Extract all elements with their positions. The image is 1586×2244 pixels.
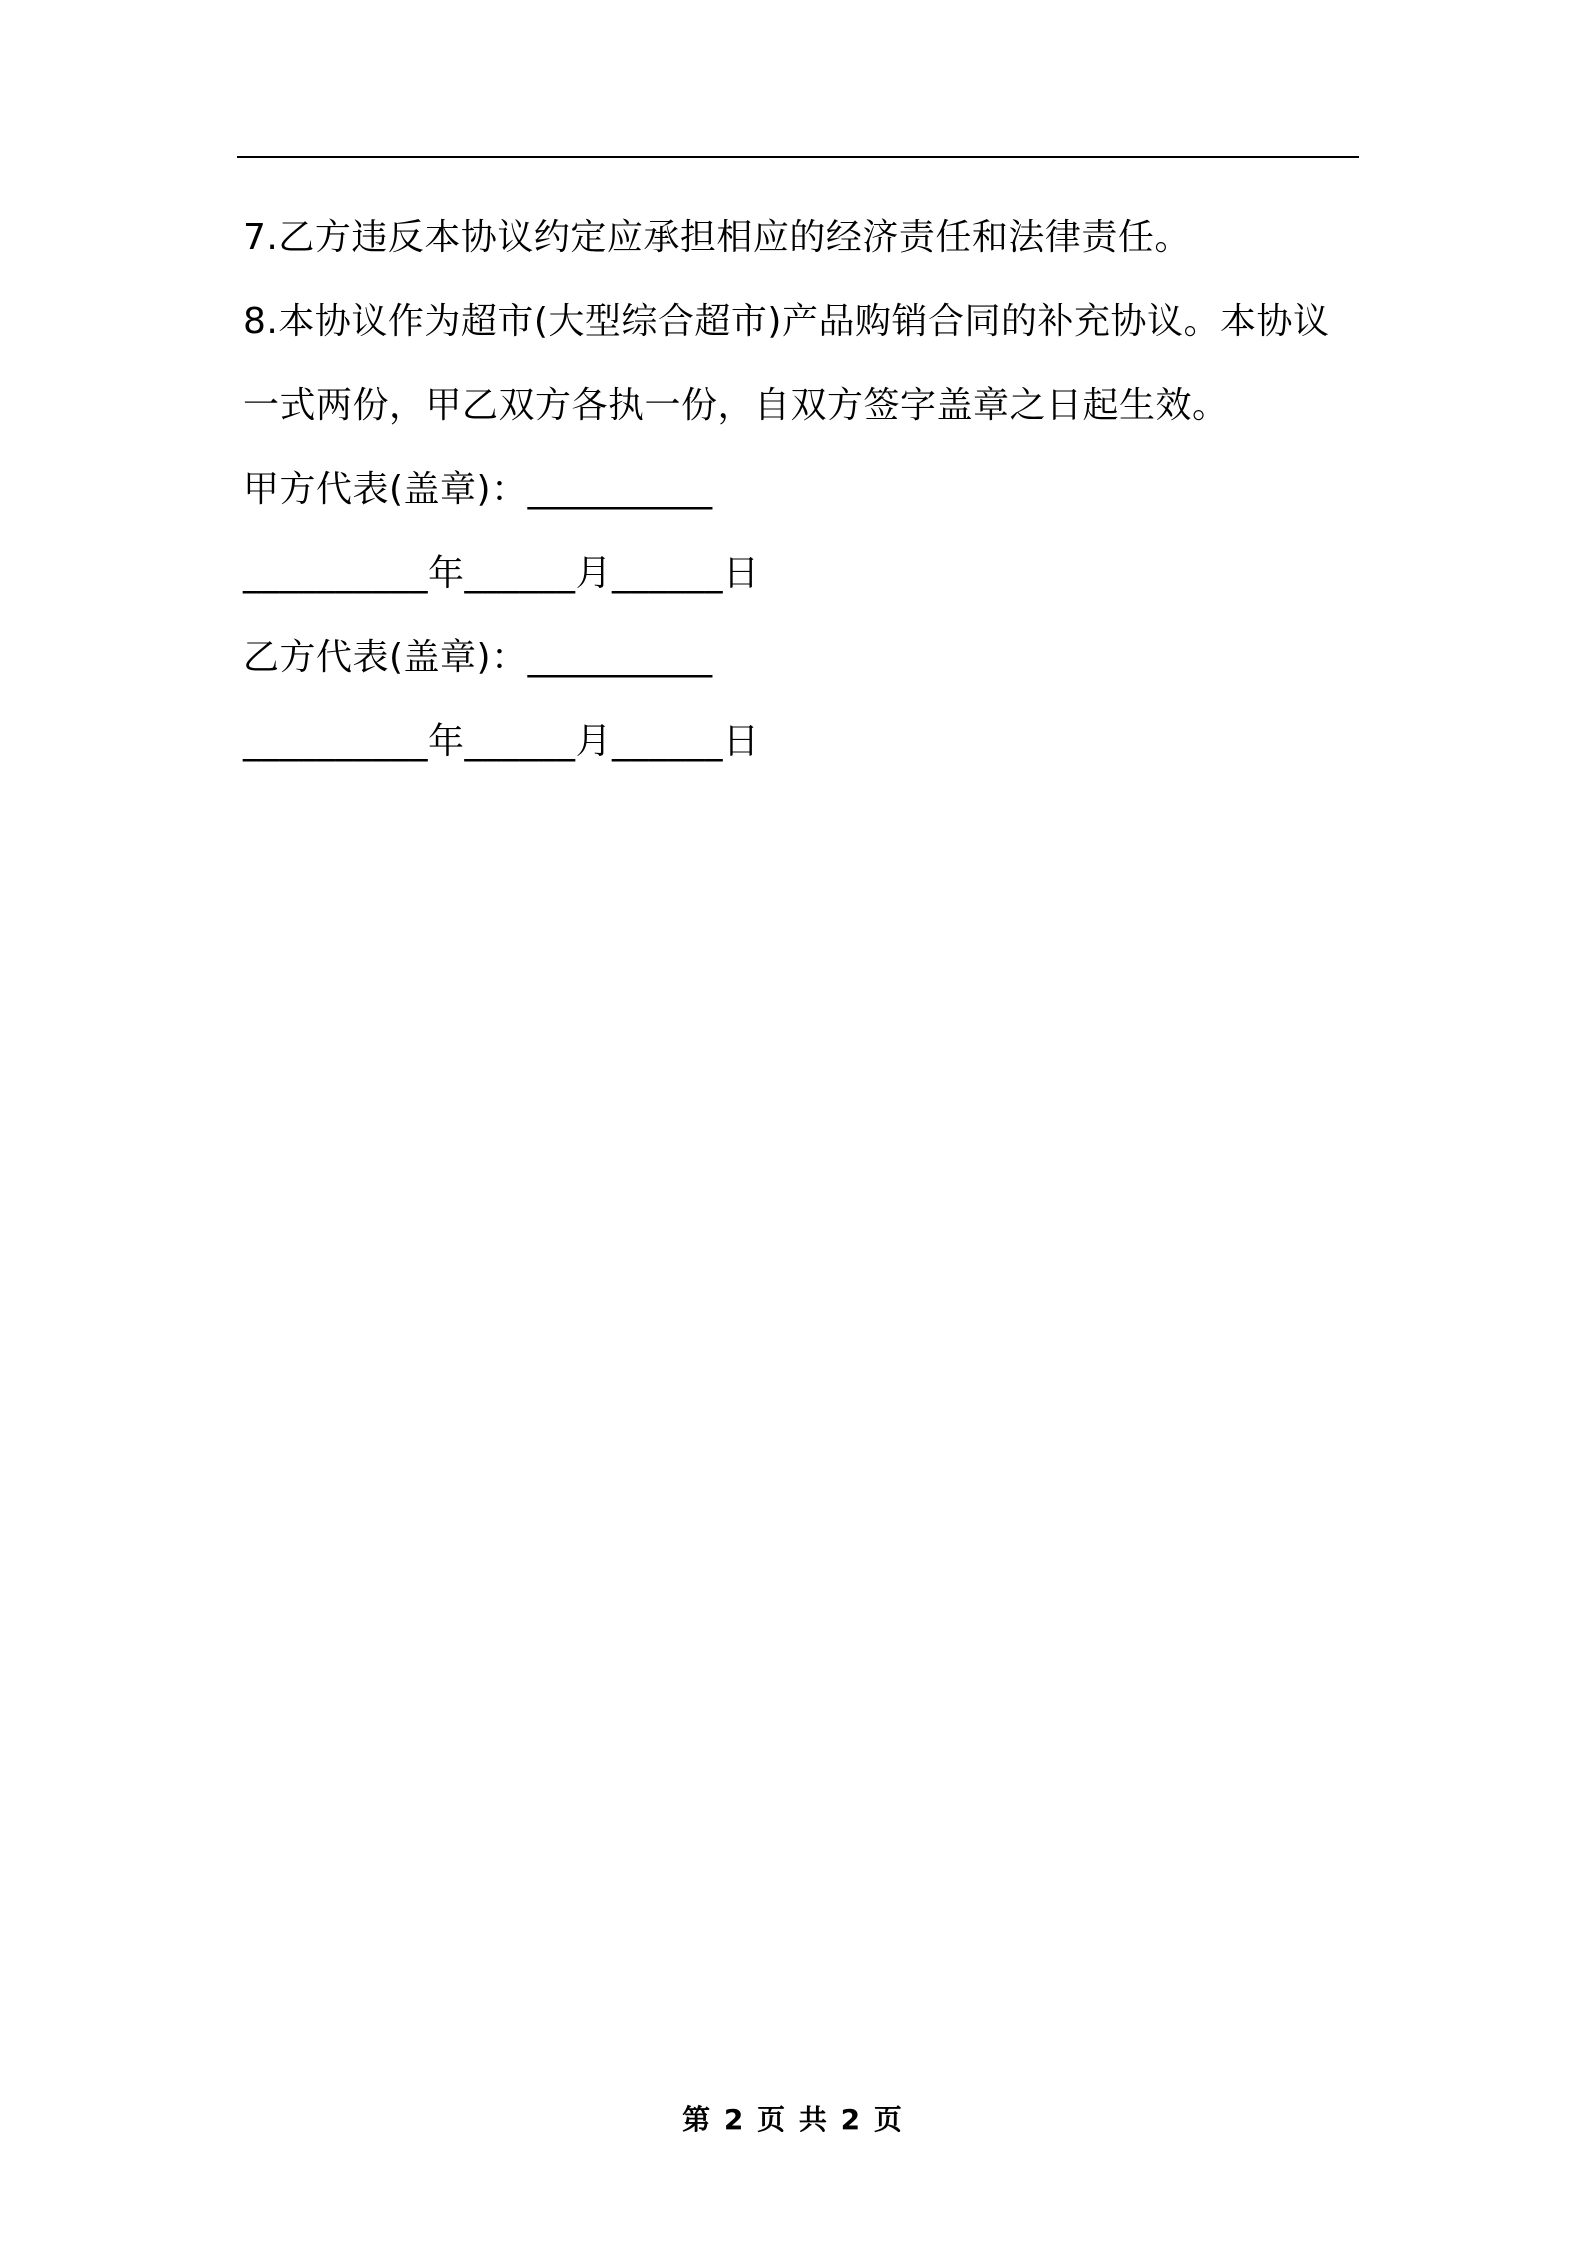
party-b-date: __________年______月______日 [243,721,760,762]
document-body [243,196,1363,784]
clause-8-line-1: 8.本协议作为超市(大型综合超市)产品购销合同的补充协议。本协议 [243,301,1330,342]
page-number: 第 2 页 共 2 页 [682,2103,904,2136]
clause-8-line-2: 一式两份，甲乙双方各执一份，自双方签字盖章之日起生效。 [243,385,1229,426]
clause-7: 7.乙方违反本协议约定应承担相应的经济责任和法律责任。 [243,217,1191,258]
header-rule [237,156,1359,158]
party-a-date: __________年______月______日 [243,553,760,594]
party-b-signature: 乙方代表(盖章)：__________ [243,637,713,678]
party-a-signature: 甲方代表(盖章)：__________ [243,469,713,510]
